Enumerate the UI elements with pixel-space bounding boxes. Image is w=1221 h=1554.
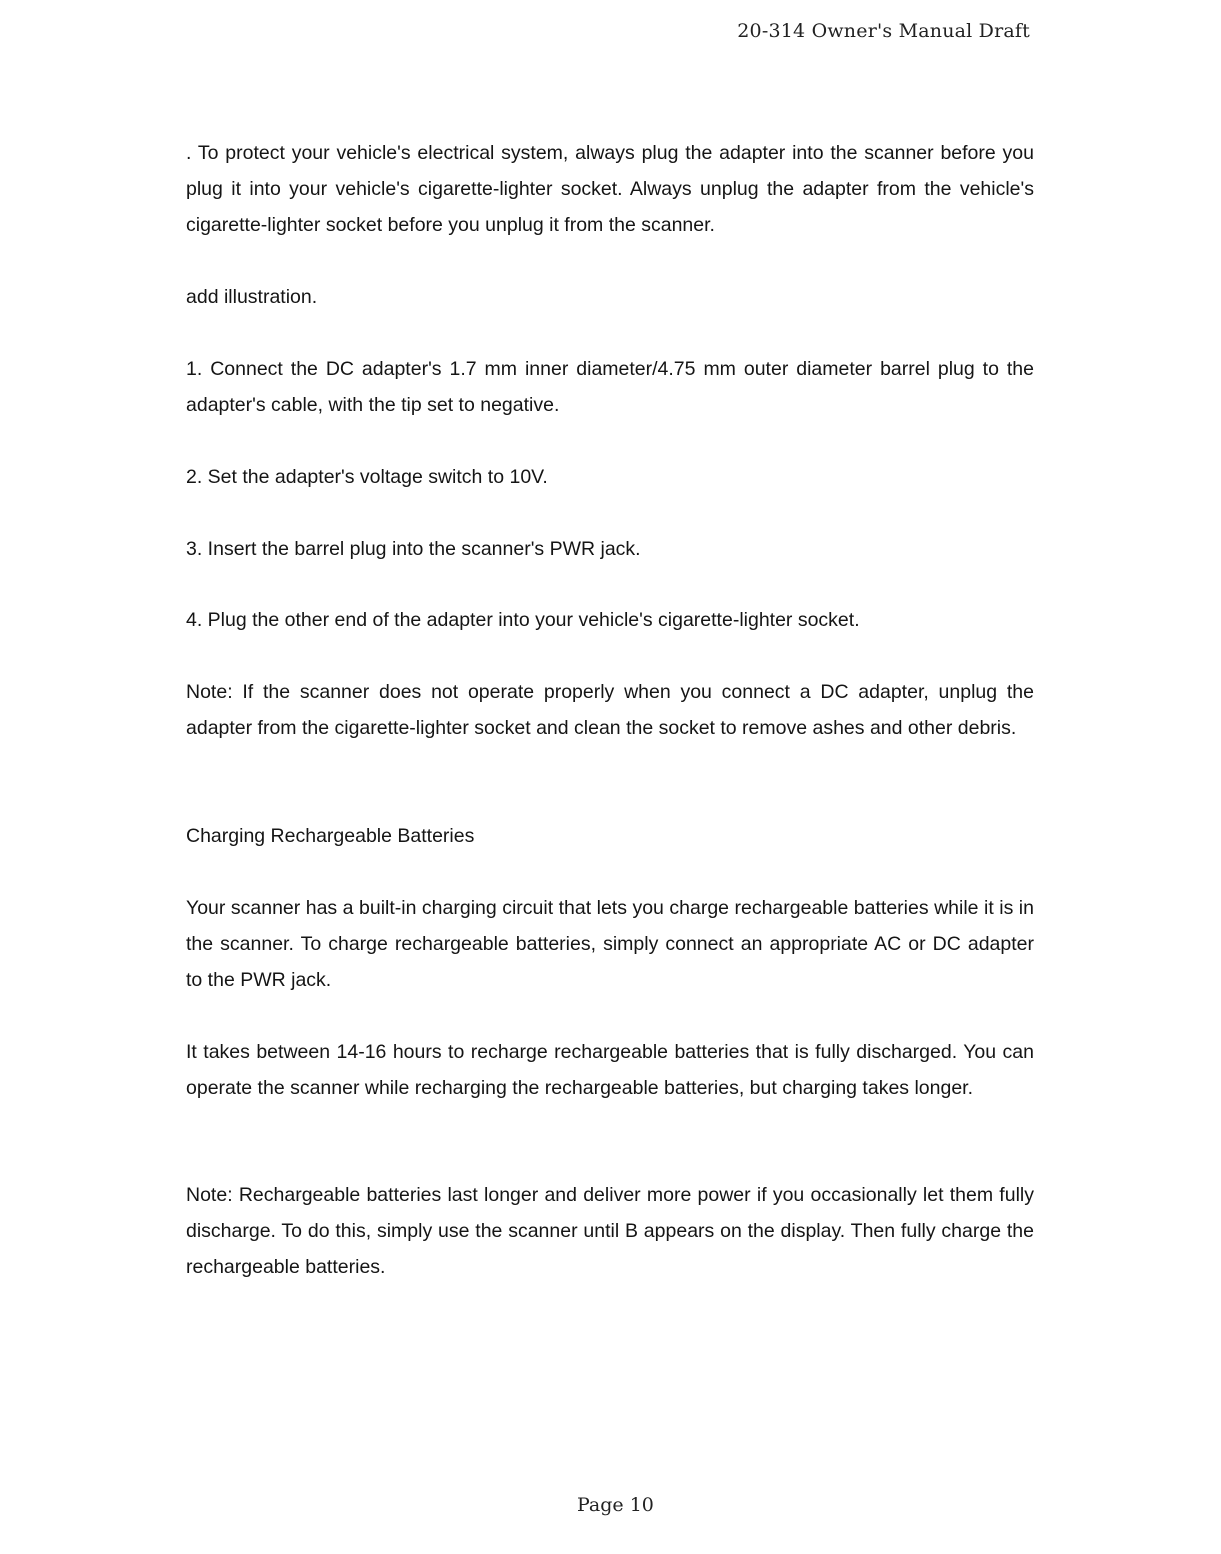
caution-paragraph: . To protect your vehicle's electrical system, always plug the adapter into the scanner before you plug it into your vehicle's cigarette-lighter socket. Always unplug the adapter from the vehicle's cigarette-lighter socket before you unplug it from the scanner. (186, 142, 1034, 236)
step-2-paragraph: 2. Set the adapter's voltage switch to 10V. (186, 466, 548, 488)
step-4-paragraph: 4. Plug the other end of the adapter into your vehicle's cigarette-lighter socket. (186, 609, 860, 631)
dc-adapter-note: Note: If the scanner does not operate properly when you connect a DC adapter, unplug the adapter from the cigarette-lighter socket and clean the socket to remove ashes and other debris. (186, 681, 1034, 739)
charging-circuit-paragraph: Your scanner has a built-in charging circuit that lets you charge rechargeable batteries while it is in the scanner. To charge rechargeable batteries, simply connect an appropriate AC or DC adapter to the PWR jack. (186, 897, 1034, 991)
step-3-paragraph: 3. Insert the barrel plug into the scanner's PWR jack. (186, 538, 641, 560)
section-heading: Charging Rechargeable Batteries (186, 825, 475, 847)
battery-discharge-note: Note: Rechargeable batteries last longer and deliver more power if you occasionally let them fully discharge. To do this, simply use the scanner until B appears on the display. Then fully charge the rechargeable batteries. (186, 1184, 1034, 1278)
document-header: 20-314 Owner's Manual Draft (737, 20, 1030, 42)
step-1-paragraph: 1. Connect the DC adapter's 1.7 mm inner diameter/4.75 mm outer diameter barrel plug to the adapter's cable, with the tip set to negative. (186, 358, 1034, 416)
page-number: Page 10 (577, 1494, 654, 1516)
charge-time-paragraph: It takes between 14-16 hours to recharge rechargeable batteries that is fully discharged. You can operate the scanner while recharging the rechargeable batteries, but charging takes longer. (186, 1041, 1034, 1099)
illustration-placeholder-note: add illustration. (186, 286, 318, 308)
